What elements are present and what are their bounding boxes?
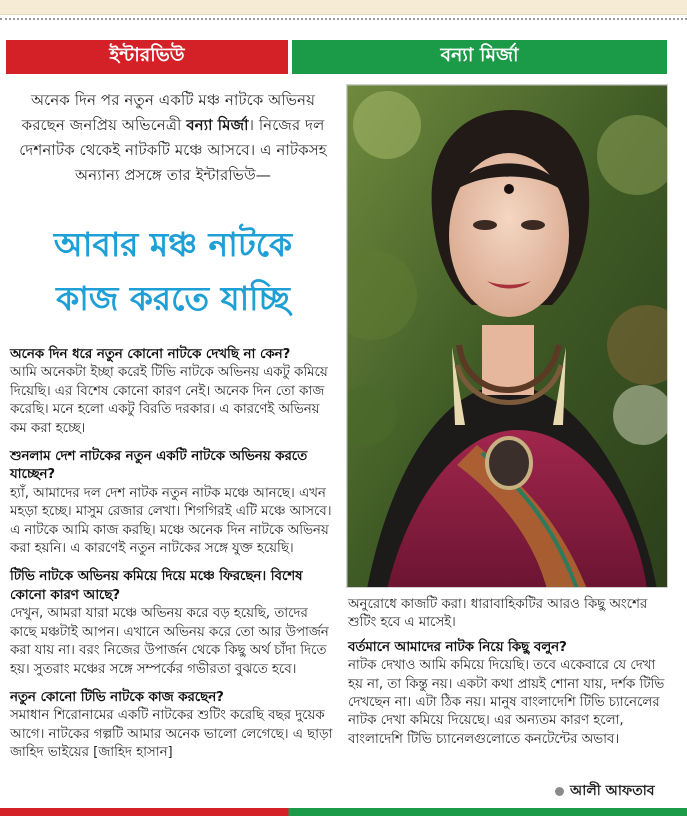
author-name: আলী আফতাব — [570, 783, 655, 799]
article-headline — [8, 218, 338, 326]
person-name: বন্যা মির্জা — [440, 44, 519, 66]
bottom-color-bar — [0, 808, 687, 816]
intro-text-end: । নিজের দল দেশনাটক থেকেই নাটকটি মঞ্চে আসবে। এ নাটকসহ অন্যান্য প্রসঙ্গে তার ইন্টারভিউ— — [19, 116, 327, 184]
answer: নাটক দেখাও আমি কমিয়ে দিয়েছি। তবে একেবারে যে দেখা হয় না, তা কিন্তু নয়। একটা কথা প্রায়ই শোনা যায়, দর্শক টিভি দেখছেন না। এটা ঠিক নয়। মানুষ বাংলাদেশি টিভি চ্যানেলের নাটক দেখা কমিয়ে দিয়েছে। এর অন্যতম কারণ হলো, বাংলাদেশি টিভি চ্যানেলগুলোতে কনটেন্টের অভাব। — [348, 658, 665, 747]
bullet-icon — [555, 787, 564, 796]
person-name-banner — [292, 40, 667, 74]
author-byline — [555, 779, 667, 803]
portrait-illustration — [347, 85, 668, 588]
answer: হ্যাঁ, আমাদের দল দেশ নাটক নতুন নাটক মঞ্চে আনছে। এখন মহড়া হচ্ছে। মাসুম রেজার লেখা। শিগগিরই এটি মঞ্চে আসবে। এ নাটকে আমি কাজ করছি। মঞ্চে অনেক দিন নাটকে অভিনয় করা হয়নি। এ কারণেই নতুন নাটকের সঙ্গে যুক্ত হয়েছি। — [10, 485, 332, 557]
answer: আমি অনেকটা ইচ্ছা করেই টিভি নাটকে অভিনয় একটু কমিয়ে দিয়েছি। এর বিশেষ কোনো কারণ নেই। অনেক দিন তো কাজ করেছি। মনে হলো একটু বিরতি দরকার। এ কারণেই অভিনয় কম করা হচ্ছে। — [10, 365, 328, 436]
question: বর্তমানে আমাদের নাটক নিয়ে কিছু বলুন? — [348, 639, 567, 655]
headline-line-1: আবার মঞ্চ নাটকে — [53, 225, 293, 264]
answer: দেখুন, আমরা যারা মঞ্চে অভিনয় করে বড় হয়েছি, তাদের কাছে মঞ্চটাই আপন। এখানে অভিনয় করে তো আর উপার্জন করা যায় না। বরং নিজের উপার্জন থেকে কিছু অর্থ চাঁদা দিতে হয়। সুতরাং মঞ্চের সঙ্গে সম্পর্কের গভীরতা বুঝতে হবে। — [10, 606, 329, 677]
intro-highlight-name: বন্যা মির্জা — [186, 116, 249, 134]
headline-line-2: কাজ করতে যাচ্ছি — [56, 279, 290, 318]
intro-text-start: অনেক দিন পর নতুন একটি মঞ্চ নাটকে অভিনয় করছেন জনপ্রিয় অভিনেত্রী — [21, 91, 316, 134]
top-strip — [0, 0, 687, 15]
portrait-photo — [346, 84, 668, 588]
question: অনেক দিন ধরে নতুন কোনো নাটকে দেখছি না কেন? — [10, 347, 291, 362]
right-column — [348, 596, 670, 755]
question: টিভি নাটকে অভিনয় কমিয়ে দিয়ে মঞ্চে ফিরছেন। বিশেষ কোনো কারণ আছে? — [10, 569, 303, 603]
section-label-banner — [6, 40, 288, 74]
question: নতুন কোনো টিভি নাটকে কাজ করছেন? — [10, 689, 224, 705]
intro-paragraph — [12, 88, 334, 188]
dotted-divider — [0, 18, 687, 20]
answer: সমাধান শিরোনামের একটি নাটকের শুটিং করেছি বছর দুয়েক আগে। নাটকের গল্পটি আমার অনেক ভালো লেগেছে। এ ছাড়া জাহিদ ভাইয়ের [জাহিদ হাসান] — [10, 708, 333, 761]
left-column — [10, 346, 338, 773]
question: শুনলাম দেশ নাটকের নতুন একটি নাটকে অভিনয় করতে যাচ্ছেন? — [10, 449, 308, 483]
section-label: ইন্টারভিউ — [109, 44, 185, 66]
answer-continuation: অনুরোধে কাজটি করা। ধারাবাহিকটির আরও কিছু অংশের শুটিং হবে এ মাসেই। — [348, 597, 648, 631]
